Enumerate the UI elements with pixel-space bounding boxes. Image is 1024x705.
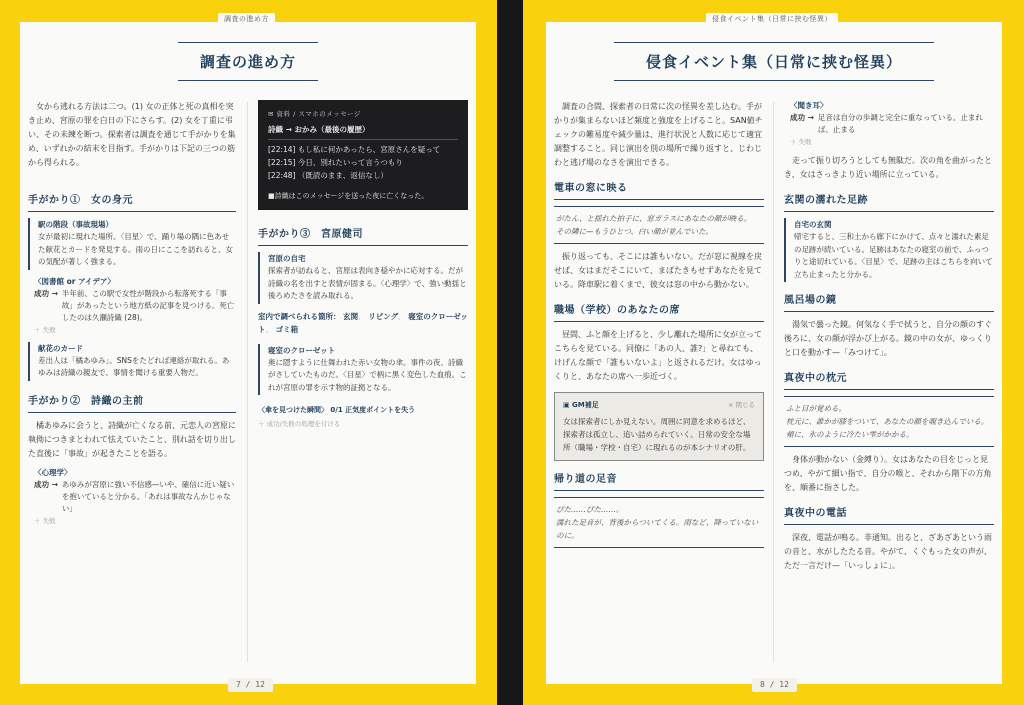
page-right xyxy=(546,22,1002,684)
check-title: 〈聞き耳〉 xyxy=(790,101,828,110)
skill-check-listen xyxy=(790,100,994,148)
check-fail-toggle[interactable]: ＋ 失敗 xyxy=(34,325,56,334)
check-title: 〈心理学〉 xyxy=(34,467,72,477)
page-title: 調査の進め方 xyxy=(199,53,296,71)
title-rule-bottom xyxy=(614,80,934,81)
check-title: 〈図書館 or アイデア〉 xyxy=(34,276,115,286)
clue-card-closet xyxy=(258,344,468,396)
page-number-left: 7 / 12 xyxy=(228,678,273,692)
train-paragraph: 振り返っても、そこには誰もいない。だが窓に視線を戻せば、女はまだそこにいて、まばたきもせずあなたを見ている。降車駅に着くまで、彼女は窓の中から動かない。 xyxy=(554,252,762,289)
phone-message-panel xyxy=(258,100,468,210)
check-fail-toggle[interactable]: ＋ 失敗 xyxy=(34,516,56,525)
clue-title: 自宅の玄関 xyxy=(794,220,832,229)
quote-footsteps xyxy=(554,497,764,548)
check-fail-toggle[interactable]: ＋ 失敗 xyxy=(790,138,812,146)
quote-line: 濡れた足音が、背後からついてくる。雨など、降っていないのに。 xyxy=(556,518,759,540)
clue-title: 寝室のクローゼット xyxy=(268,345,336,355)
quote-line: がたん、と揺れた拍子に、窓ガラスにあなたの顔が映る。 xyxy=(556,214,752,223)
bath-paragraph: 湯気で曇った鏡。何気なく手で拭うと、自分の顔のすぐ後ろに、女の顔が浮かび上がる。鏡の中の女が、ゆっくりと口を動かす—「みつけて」。 xyxy=(784,320,992,357)
phone-note: ■詩織はこのメッセージを送った夜に亡くなった。 xyxy=(268,192,429,200)
page-title-block xyxy=(178,42,318,81)
column-divider xyxy=(773,102,774,662)
section-heading-door: 玄関の濡れた足跡 xyxy=(784,194,994,212)
place-link-trash[interactable]: ゴミ箱 xyxy=(275,324,299,334)
gm-note-title: ▣ GM補足 xyxy=(563,401,599,409)
quote-train xyxy=(554,206,764,244)
section-heading-bath: 風呂場の鏡 xyxy=(784,294,994,312)
intro-paragraph: 調査の合間、探索者の日常に次の怪異を差し込む。手がかりが集まらないほど頻度と強度を上げること。SAN値チェックの難易度や減少量は、進行状況と人数に応じて適宜調整すること。同じ演出を別の場所で繰り返すと、じわじわと逃げ場のなさを演出できる。 xyxy=(554,102,763,167)
sanity-loss-subtext: ＋ 成功/失敗の処理を付ける xyxy=(258,420,341,428)
quote-line: その隣に—もうひとつ、白い顔が並んでいた。 xyxy=(556,227,714,236)
spread-gutter xyxy=(497,0,523,705)
clue-body: 奥に隠すように仕舞われた赤い女物の傘。事件の夜、詩織がさしていたものだ。〈目星〉で柄に黒く変色した血痕。これが宮原の罪を示す物的証拠となる。 xyxy=(268,357,467,392)
column-divider xyxy=(247,102,248,662)
check-success-label: 成功 → xyxy=(790,113,814,122)
listen-paragraph: 走って振り切ろうとしても無駄だ。次の角を曲がったとき、女はさっきより近い場所に立っている。 xyxy=(784,156,992,179)
page-title: 侵食イベント集（日常に挟む怪異） xyxy=(645,53,902,71)
check-success-row xyxy=(790,112,994,136)
quote-line: ぴた……ぴた……。 xyxy=(556,505,624,514)
check-success-text: あゆみが宮原に強い不信感—いや、確信に近い疑いを抱いていると分かる。「あれは事故なんかじゃない」 xyxy=(61,479,235,513)
phone-message-line: [22:14] もし私に何かあったら、宮原さんを疑って xyxy=(268,145,441,154)
running-head-left: 調査の進め方 xyxy=(218,13,275,25)
gm-note-header xyxy=(563,399,755,412)
clue-title: 駅の階段（事故現場） xyxy=(38,220,113,229)
clue-body: 帰宅すると、三和土から廊下にかけて、点々と濡れた素足の足跡が続いている。足跡はあなたの寝室の前で、ふっつりと途切れている。〈目星〉で、足跡の主はこちらを向いて立ち止まったと分かる。 xyxy=(794,232,993,279)
section-heading-office: 職場（学校）のあなたの席 xyxy=(554,304,764,322)
quote-line: 頬に、氷のように冷たい雫がかかる。 xyxy=(786,430,914,439)
check-success-row xyxy=(34,288,236,324)
check-success-row xyxy=(34,479,236,515)
section-heading-phone: 真夜中の電話 xyxy=(784,507,994,525)
section-heading-pillow: 真夜中の枕元 xyxy=(784,372,994,390)
clue-body: 差出人は「橘あゆみ」。SNSをたどれば連絡が取れる。あゆみは詩織の親友で、事情を聞ける重要人物だ。 xyxy=(38,355,230,377)
quote-pillow xyxy=(784,396,994,447)
clue-card-flower-card xyxy=(28,342,236,381)
intro-paragraph: 女から逃れる方法は二つ。(1) 女の正体と死の真相を突き止め、宮原の罪を白日の下にさらす。(2) 女を丁重に弔い、その未練を断つ。探索者は調査を通じて手がかりを集め、いずれかの結末を目指す。手がかりは下記の三つの筋から得られる。 xyxy=(28,102,236,167)
quote-line: 枕元に、誰かが膝をついて、あなたの顔を覗き込んでいる。 xyxy=(786,417,989,426)
clue-card-station-stairs xyxy=(28,218,236,270)
clue-card-entrance xyxy=(784,218,994,282)
clue-title: 宮原の自宅 xyxy=(268,254,306,263)
page-left xyxy=(20,22,476,684)
clue2-paragraph: 橘あゆみに会うと、詩織が亡くなる前、元恋人の宮原に執拗につきまとわれて怯えていたこと、別れ話を切り出した直後に「事故」が起きたことを語る。 xyxy=(28,420,236,458)
section-heading-train: 電車の窓に映る xyxy=(554,182,764,200)
check-success-label: 成功 → xyxy=(34,479,58,489)
section-heading-clue2: 手がかり② 詩織の主前 xyxy=(28,395,236,413)
quote-line: ふと目が覚める。 xyxy=(786,404,846,413)
phone-message-line: [22:48] （既読のまま、返信なし） xyxy=(268,171,388,180)
gm-note-close-button[interactable]: × 閉じる xyxy=(727,401,755,409)
section-heading-footsteps: 帰り道の足音 xyxy=(554,473,764,491)
gm-note-body: 女は探索者にしか見えない。周囲に同意を求めるほど、探索者は孤立し、追い詰められていく。日常の安全な場所（職場・学校・自宅）に現れるのが本シナリオの肝。 xyxy=(563,417,751,452)
left-column xyxy=(554,100,764,554)
section-heading-clue1: 手がかり① 女の身元 xyxy=(28,194,236,212)
phone-thread-title: 詩織 → おかみ（最後の履歴） xyxy=(268,124,458,140)
left-column xyxy=(28,100,236,533)
section-heading-clue3: 手がかり③ 宮原健司 xyxy=(258,228,468,246)
phone-paragraph: 深夜、電話が鳴る。非通知。出ると、ざあざあという雨の音と、水がしたたる音。やがて、くぐもった女の声が、ただ一言だけ—「いっしょに」。 xyxy=(784,533,992,570)
title-rule-bottom xyxy=(178,80,318,81)
page-title-block xyxy=(614,42,934,81)
check-success-text: 半年前、この駅で女性が階段から転落死する「事故」があったという地方紙の記事を見つける。死亡したのは久瀬詩織 (28)。 xyxy=(61,288,235,322)
skill-check-library xyxy=(34,276,236,336)
right-column xyxy=(258,100,468,431)
place-link-living[interactable]: リビング xyxy=(368,311,399,321)
skill-check-psychology xyxy=(34,467,236,527)
right-column xyxy=(784,100,994,579)
places-label: 室内で調べられる箇所： xyxy=(258,311,341,321)
phone-panel-header: ✉ 資料 / スマホのメッセージ xyxy=(268,110,361,118)
check-success-label: 成功 → xyxy=(34,288,58,298)
clue-title: 献花のカード xyxy=(38,343,83,353)
place-link-entrance[interactable]: 玄関 xyxy=(343,311,359,321)
clue-body: 女が最初に現れた場所。〈目星〉で、踊り場の隅に色あせた献花とカードを発見する。雨の日にここを訪れると、女の気配が著しく強まる。 xyxy=(38,232,233,266)
pillow-paragraph: 身体が動かない（金縛り）。女はあなたの目をじっと見つめ、やがて細い指で、自分の喉と、それから階下の方角を、順番に指さした。 xyxy=(784,455,992,492)
phone-message-line: [22:15] 今日、別れたいって言うつもり xyxy=(268,158,403,167)
check-success-text: 足音は自分の歩調と完全に重なっている。止まれば、止まる xyxy=(817,113,983,134)
clue-card-miyahara-home xyxy=(258,252,468,304)
sanity-loss-cta[interactable]: 〈傘を見つけた瞬間〉 0/1 正気度ポイントを失う xyxy=(258,406,416,414)
running-head-right: 侵食イベント集（日常に挟む怪異） xyxy=(706,13,838,25)
place-link-closet[interactable]: 寝室のクローゼット xyxy=(258,311,468,334)
page-number-right: 8 / 12 xyxy=(752,678,797,692)
clue-body: 探索者が訪ねると、宮原は表向き穏やかに応対する。だが詩織の名を出すと表情が固まる。〈心理学〉で、強い動揺と後ろめたさを読み取れる。 xyxy=(268,266,467,300)
gm-note-box xyxy=(554,392,764,461)
searchable-places: 室内で調べられる箇所： 玄関、 リビング、 寝室のクローゼット、 ゴミ箱 xyxy=(258,311,468,334)
office-paragraph: 昼間、ふと顔を上げると、少し離れた場所に女が立ってこちらを見ている。同僚に「あの人、誰?」と尋ねても、けげんな顔で「誰もいないよ」と返されるだけ。女はゆっくりと、あなたの席へ一歩近づく。 xyxy=(554,330,762,381)
